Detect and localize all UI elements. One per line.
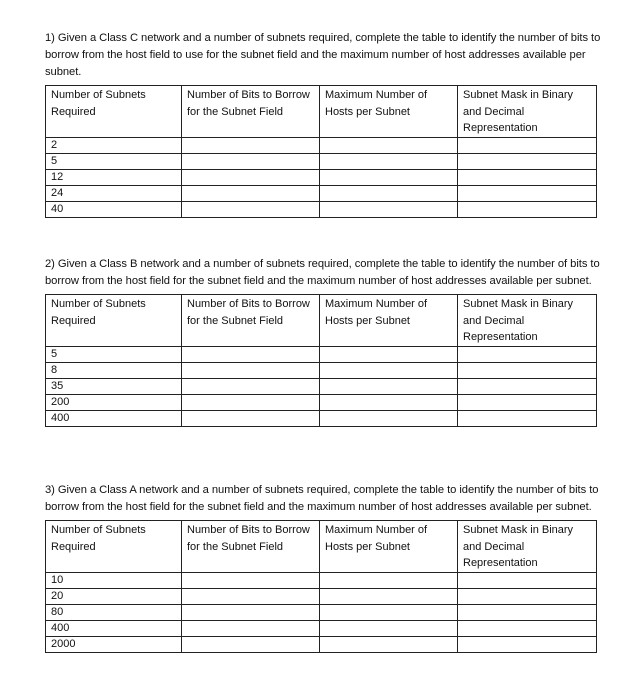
bits-cell[interactable] bbox=[182, 347, 320, 363]
mask-cell[interactable] bbox=[458, 170, 597, 186]
subnets-required-cell: 20 bbox=[46, 589, 182, 605]
table-row bbox=[46, 363, 597, 379]
question-2-prompt: 2) Given a Class B network and a number of subnets required, complete the table to identify the number of bits to borrow from the host field for the subnet field and the maximum number of host addresses available per subnet. bbox=[45, 258, 600, 287]
question-2-table bbox=[45, 294, 597, 427]
hosts-cell[interactable] bbox=[320, 621, 458, 637]
hosts-cell[interactable] bbox=[320, 363, 458, 379]
table-row bbox=[46, 347, 597, 363]
table-row bbox=[46, 186, 597, 202]
bits-cell[interactable] bbox=[182, 186, 320, 202]
subnets-required-cell: 35 bbox=[46, 379, 182, 395]
bits-cell[interactable] bbox=[182, 637, 320, 653]
table-row bbox=[46, 202, 597, 218]
table-row bbox=[46, 154, 597, 170]
bits-cell[interactable] bbox=[182, 573, 320, 589]
table-row bbox=[46, 605, 597, 621]
subnets-required-cell: 400 bbox=[46, 621, 182, 637]
table-row bbox=[46, 170, 597, 186]
header-subnet-mask: Subnet Mask in Binary and Decimal Representation bbox=[458, 521, 597, 573]
hosts-cell[interactable] bbox=[320, 573, 458, 589]
mask-cell[interactable] bbox=[458, 379, 597, 395]
hosts-cell[interactable] bbox=[320, 411, 458, 427]
subnets-required-cell: 80 bbox=[46, 605, 182, 621]
table-row bbox=[46, 379, 597, 395]
hosts-cell[interactable] bbox=[320, 605, 458, 621]
hosts-cell[interactable] bbox=[320, 202, 458, 218]
question-1-table bbox=[45, 85, 597, 218]
header-max-hosts: Maximum Number of Hosts per Subnet bbox=[320, 521, 458, 573]
subnets-required-cell: 2000 bbox=[46, 637, 182, 653]
question-3-table bbox=[45, 520, 597, 653]
mask-cell[interactable] bbox=[458, 347, 597, 363]
question-3-prompt: 3) Given a Class A network and a number of subnets required, complete the table to identify the number of bits to borrow from the host field for the subnet field and the maximum number of host addresses available per subnet. bbox=[45, 484, 599, 513]
subnets-required-cell: 5 bbox=[46, 154, 182, 170]
mask-cell[interactable] bbox=[458, 202, 597, 218]
mask-cell[interactable] bbox=[458, 637, 597, 653]
header-subnets-required: Number of Subnets Required bbox=[46, 295, 182, 347]
bits-cell[interactable] bbox=[182, 202, 320, 218]
table-row bbox=[46, 589, 597, 605]
hosts-cell[interactable] bbox=[320, 395, 458, 411]
table-header-row bbox=[46, 86, 597, 138]
subnets-required-cell: 400 bbox=[46, 411, 182, 427]
hosts-cell[interactable] bbox=[320, 637, 458, 653]
subnets-required-cell: 10 bbox=[46, 573, 182, 589]
hosts-cell[interactable] bbox=[320, 138, 458, 154]
hosts-cell[interactable] bbox=[320, 589, 458, 605]
mask-cell[interactable] bbox=[458, 621, 597, 637]
mask-cell[interactable] bbox=[458, 573, 597, 589]
subnets-required-cell: 24 bbox=[46, 186, 182, 202]
table-row bbox=[46, 138, 597, 154]
question-1 bbox=[45, 30, 605, 218]
table-header-row bbox=[46, 295, 597, 347]
mask-cell[interactable] bbox=[458, 363, 597, 379]
table-row bbox=[46, 395, 597, 411]
subnets-required-cell: 2 bbox=[46, 138, 182, 154]
mask-cell[interactable] bbox=[458, 395, 597, 411]
table-row bbox=[46, 621, 597, 637]
bits-cell[interactable] bbox=[182, 621, 320, 637]
mask-cell[interactable] bbox=[458, 589, 597, 605]
bits-cell[interactable] bbox=[182, 395, 320, 411]
subnets-required-cell: 8 bbox=[46, 363, 182, 379]
mask-cell[interactable] bbox=[458, 411, 597, 427]
header-max-hosts: Maximum Number of Hosts per Subnet bbox=[320, 295, 458, 347]
hosts-cell[interactable] bbox=[320, 347, 458, 363]
hosts-cell[interactable] bbox=[320, 186, 458, 202]
hosts-cell[interactable] bbox=[320, 170, 458, 186]
mask-cell[interactable] bbox=[458, 605, 597, 621]
mask-cell[interactable] bbox=[458, 138, 597, 154]
table-row bbox=[46, 411, 597, 427]
table-row bbox=[46, 637, 597, 653]
subnets-required-cell: 12 bbox=[46, 170, 182, 186]
bits-cell[interactable] bbox=[182, 363, 320, 379]
table-header-row bbox=[46, 521, 597, 573]
hosts-cell[interactable] bbox=[320, 154, 458, 170]
question-3 bbox=[45, 482, 605, 653]
subnets-required-cell: 40 bbox=[46, 202, 182, 218]
bits-cell[interactable] bbox=[182, 170, 320, 186]
bits-cell[interactable] bbox=[182, 379, 320, 395]
header-subnets-required: Number of Subnets Required bbox=[46, 521, 182, 573]
header-subnet-mask: Subnet Mask in Binary and Decimal Representation bbox=[458, 295, 597, 347]
bits-cell[interactable] bbox=[182, 138, 320, 154]
bits-cell[interactable] bbox=[182, 605, 320, 621]
header-subnets-required: Number of Subnets Required bbox=[46, 86, 182, 138]
header-bits-to-borrow: Number of Bits to Borrow for the Subnet Field bbox=[182, 521, 320, 573]
mask-cell[interactable] bbox=[458, 154, 597, 170]
question-2 bbox=[45, 256, 605, 427]
question-1-prompt: 1) Given a Class C network and a number of subnets required, complete the table to identify the number of bits to borrow from the host field to use for the subnet field and the maximum number of host addresses available per subnet. bbox=[45, 32, 601, 78]
table-row bbox=[46, 573, 597, 589]
bits-cell[interactable] bbox=[182, 589, 320, 605]
header-max-hosts: Maximum Number of Hosts per Subnet bbox=[320, 86, 458, 138]
bits-cell[interactable] bbox=[182, 411, 320, 427]
header-subnet-mask: Subnet Mask in Binary and Decimal Representation bbox=[458, 86, 597, 138]
bits-cell[interactable] bbox=[182, 154, 320, 170]
subnets-required-cell: 200 bbox=[46, 395, 182, 411]
header-bits-to-borrow: Number of Bits to Borrow for the Subnet Field bbox=[182, 295, 320, 347]
hosts-cell[interactable] bbox=[320, 379, 458, 395]
header-bits-to-borrow: Number of Bits to Borrow for the Subnet Field bbox=[182, 86, 320, 138]
mask-cell[interactable] bbox=[458, 186, 597, 202]
subnets-required-cell: 5 bbox=[46, 347, 182, 363]
